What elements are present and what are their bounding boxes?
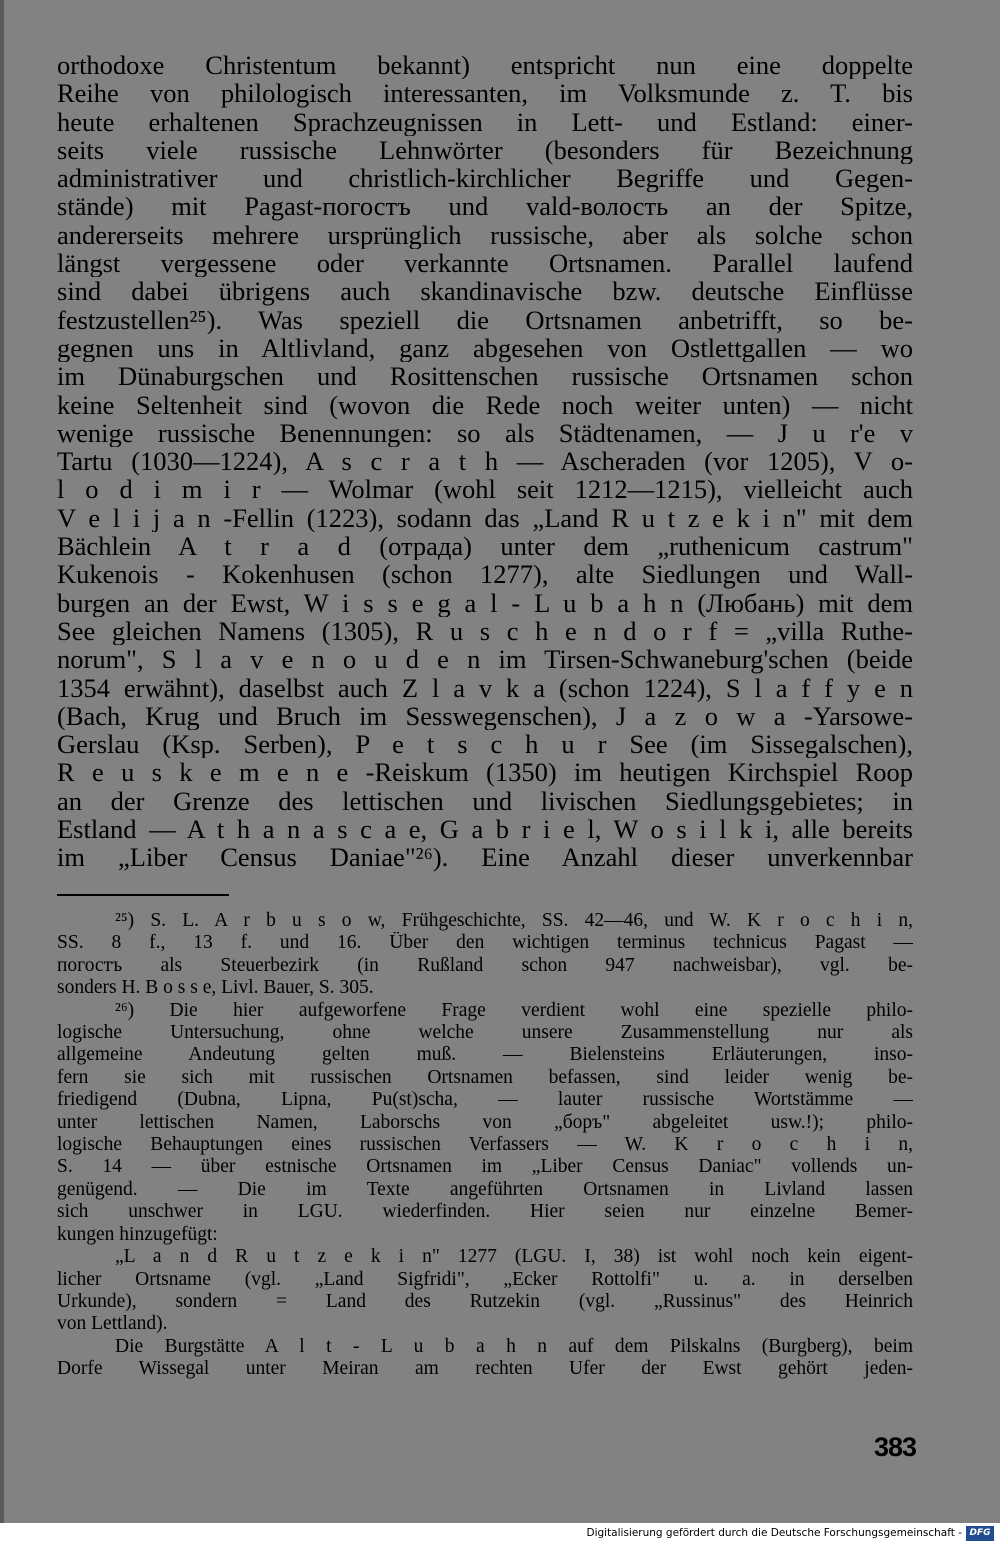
body-line: gegnen uns in Altlivland, ganz abgesehen von Ostlettgallen — wo xyxy=(57,333,913,363)
footnote-line: Urkunde), sondern = Land des Rutzekin (vgl. „Russinus" des Heinrich xyxy=(57,1290,913,1312)
body-line: sind dabei übrigens auch skandinavische bzw. deutsche Einflüsse xyxy=(57,277,913,306)
body-line: norum", S l a v e n o u d e n im Tirsen-Schwaneburg'schen (beide xyxy=(57,645,913,674)
body-line: (Bach, Krug und Bruch im Sesswegenschen), J a z o w a -Yarsowe- xyxy=(57,701,913,731)
body-line: Kukenois - Kokenhusen (schon 1277), alte Siedlungen und Wall- xyxy=(57,560,913,589)
body-line: See gleichen Namens (1305), R u s c h e n d o r f = „villa Ruthe- xyxy=(57,616,913,646)
footnote-separator xyxy=(57,894,229,896)
footnote-line: ²⁵) S. L. A r b u s o w, Frühgeschichte, SS. 42—46, und W. K r o c h i n, xyxy=(115,910,913,931)
body-line: l o d i m i r — Wolmar (wohl seit 1212—1215), vielleicht auch xyxy=(57,475,913,504)
body-line: R e u s k e m e n e -Reiskum (1350) im heutigen Kirchspiel Roop xyxy=(57,758,913,787)
footnote-line: S. 14 — über estnische Ortsnamen im „Liber Census Daniac" vollends un- xyxy=(57,1156,913,1178)
footnote-line: Die Burgstätte A l t - L u b a h n auf dem Pilskalns (Burgberg), beim xyxy=(115,1335,913,1357)
body-line: orthodoxe Christentum bekannt) entspricht nun eine doppelte xyxy=(57,51,913,80)
footnote-line: logische Behauptungen eines russischen Verfassers — W. K r o c h i n, xyxy=(57,1134,913,1156)
page-number: 383 xyxy=(873,1432,916,1462)
footnote-line: fern sie sich mit russischen Ortsnamen befassen, sind leider wenig be- xyxy=(57,1066,913,1088)
body-line: keine Seltenheit sind (wovon die Rede noch weiter unten) — nicht xyxy=(57,390,913,419)
body-line: V e l i j a n -Fellin (1223), sodann das „Land R u t z e k i n" mit dem xyxy=(57,503,913,533)
footnote-line: genügend. — Die im Texte angeführten Ortsnamen in Livland lassen xyxy=(57,1178,913,1200)
footnote-line: sich unschwer in LGU. wiederfinden. Hier seien nur einzelne Bemer- xyxy=(57,1201,913,1223)
digitization-footer xyxy=(0,1523,1000,1546)
footnote-line: погостъ als Steuerbezirk (in Rußland schon 947 nachweisbar), vgl. be- xyxy=(57,954,913,976)
footnote-line: allgemeine Andeutung gelten muß. — Bielensteins Erläuterungen, inso- xyxy=(57,1044,913,1066)
body-line: Gerslau (Ksp. Serben), P e t s c h u r See (im Sissegalschen), xyxy=(57,730,913,759)
footnote-line: ²⁶) Die hier aufgeworfene Frage verdient wohl eine spezielle philo- xyxy=(115,999,913,1021)
body-line: festzustellen²⁵). Was speziell die Ortsnamen anbetrifft, so be- xyxy=(57,305,913,334)
body-line: seits viele russische Lehnwörter (besonders für Bezeichnung xyxy=(57,135,913,165)
main-text-block xyxy=(57,51,913,872)
footnote-line: von Lettland). xyxy=(57,1313,168,1335)
footnote-line: friedigend (Dubna, Lipna, Pu(st)scha, — lauter russische Wortstämme — xyxy=(57,1089,913,1111)
footnote-line: Dorfe Wissegal unter Meiran am rechten Ufer der Ewst gehört jeden- xyxy=(57,1358,913,1380)
footnote-line: licher Ortsname (vgl. „Land Sigfridi", „Ecker Rottolfi" u. a. in derselben xyxy=(57,1268,913,1290)
footnote-line: kungen hinzugefügt: xyxy=(57,1223,218,1245)
body-line: an der Grenze des lettischen und livischen Siedlungsgebietes; in xyxy=(57,786,913,816)
body-line: im Dünaburgschen und Rosittenschen russische Ortsnamen schon xyxy=(57,362,913,391)
body-line: andererseits mehrere ursprünglich russische, aber als solche schon xyxy=(57,220,913,250)
dfg-logo-icon[interactable]: DFG xyxy=(966,1526,994,1541)
page-edge-shadow xyxy=(0,0,4,1523)
body-line: wenige russische Benennungen: so als Städtenamen, — J u r'e v xyxy=(57,418,913,448)
body-line: Tartu (1030—1224), A s c r a t h — Ascheraden (vor 1205), V o- xyxy=(57,447,913,476)
body-line: Estland — A t h a n a s c a e, G a b r i e l, W o s i l k i, alle bereits xyxy=(57,815,913,844)
body-line: administrativer und christlich-kirchlicher Begriffe und Gegen- xyxy=(57,164,913,193)
footnote-line: sonders H. B o s s e, Livl. Bauer, S. 305. xyxy=(57,977,374,999)
footnote-line: logische Untersuchung, ohne welche unsere Zusammenstellung nur als xyxy=(57,1022,913,1044)
footer-credit-text: Digitalisierung gefördert durch die Deutsche Forschungsgemeinschaft - xyxy=(586,1527,962,1539)
footnote-line: „L a n d R u t z e k i n" 1277 (LGU. I, 38) ist wohl noch kein eigent- xyxy=(115,1246,913,1268)
footnotes-block xyxy=(57,910,913,1381)
body-line: stände) mit Pagast-погостъ und vald-волость an der Spitze, xyxy=(57,192,913,221)
body-line: im „Liber Census Daniae"²⁶). Eine Anzahl dieser unverkennbar xyxy=(57,843,913,872)
footnote-line: unter lettischen Namen, Laborschs von „боръ" abgeleitet usw.!); philo- xyxy=(57,1111,913,1133)
footnote-line: SS. 8 f., 13 f. und 16. Über den wichtigen terminus technicus Pagast — xyxy=(57,932,913,954)
body-line: Reihe von philologisch interessanten, im Volksmunde z. T. bis xyxy=(57,79,913,108)
body-line: Bächlein A t r a d (отрада) unter dem „ruthenicum castrum" xyxy=(57,532,913,561)
body-line: längst vergessene oder verkannte Ortsnamen. Parallel laufend xyxy=(57,249,913,278)
body-line: burgen an der Ewst, W i s s e g a l - L u b a h n (Любань) mit dem xyxy=(57,588,913,617)
body-line: 1354 erwähnt), daselbst auch Z l a v k a (schon 1224), S l a f f y e n xyxy=(57,673,913,702)
body-line: heute erhaltenen Sprachzeugnissen in Lett- und Estland: einer- xyxy=(57,107,913,136)
